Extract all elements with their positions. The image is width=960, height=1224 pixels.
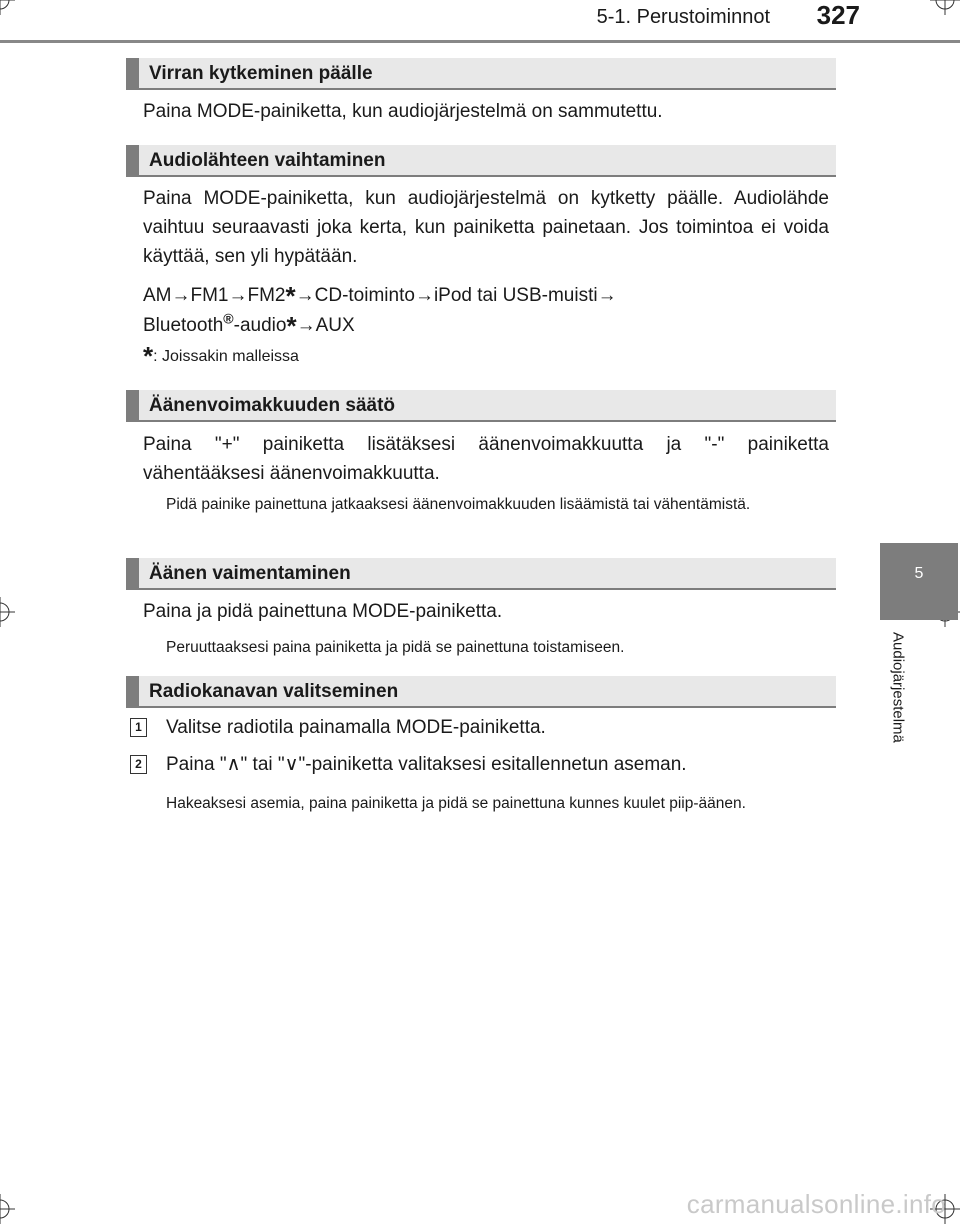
section-heading-text: Audiolähteen vaihtaminen: [149, 150, 386, 171]
section-heading-power-on: [126, 58, 836, 90]
footnote: [143, 342, 829, 371]
radio-note: Hakeaksesi asemia, paina painiketta ja pidä se painettuna kunnes kuulet piip-äänen.: [166, 795, 746, 812]
seq-fm1: FM1: [190, 285, 229, 306]
section-heading-text: Radiokanavan valitseminen: [149, 681, 399, 702]
seq-ipod: iPod tai USB-muisti: [433, 285, 598, 306]
source-change-text: Paina MODE-painiketta, kun audiojärjestelmä on kytketty päälle. Audiolähde vaihtuu seuraavasti joka kerta, kun painiketta painetaan. Jos toimintoa ei voida käyttää, sen yli hypätään.: [143, 188, 829, 267]
footnote-asterisk: *: [285, 281, 296, 311]
chapter-title-vertical: [858, 632, 938, 772]
step-text: Paina "∧" tai "∨"-painiketta valitaksesi esitallennetun aseman.: [166, 754, 687, 775]
section-heading-source-change: [126, 145, 836, 177]
section-heading-mute: [126, 558, 836, 590]
step-text: Valitse radiotila painamalla MODE-painiketta.: [166, 717, 546, 738]
seq-arrow: →: [414, 285, 434, 306]
seq-bluetooth: Bluetooth: [143, 315, 224, 336]
registered-mark: ®: [223, 310, 234, 327]
chapter-title-text: Audiojärjestelmä: [889, 632, 907, 743]
section-heading-text: Äänenvoimakkuuden säätö: [149, 395, 396, 416]
seq-am: AM: [143, 285, 172, 306]
seq-arrow: →: [171, 285, 191, 306]
crop-mark-top-right: [930, 0, 960, 15]
seq-arrow: →: [597, 285, 617, 306]
step-1: [130, 714, 850, 744]
source-sequence: [143, 281, 829, 341]
chapter-tab: [880, 543, 958, 620]
power-on-text: Paina MODE-painiketta, kun audiojärjestelmä on sammutettu.: [143, 101, 663, 122]
crop-mark-bottom-left: [0, 1194, 15, 1224]
seq-fm2: FM2: [247, 285, 286, 306]
seq-arrow: →: [296, 315, 316, 336]
header-rule: [0, 40, 960, 43]
section-heading-volume: [126, 390, 836, 422]
watermark: carmanualsonline.info: [686, 1189, 946, 1219]
seq-aux: AUX: [315, 315, 355, 336]
seq-arrow: →: [228, 285, 248, 306]
footnote-text: : Joissakin malleissa: [153, 348, 299, 365]
step-number-box: 1: [130, 718, 147, 737]
step-number-box: 2: [130, 755, 147, 774]
section-heading-text: Äänen vaimentaminen: [149, 563, 351, 584]
footnote-asterisk: *: [286, 311, 297, 341]
page-number: 327: [816, 0, 860, 30]
mute-note: Peruuttaaksesi paina painiketta ja pidä se painettuna toistamiseen.: [166, 639, 625, 656]
seq-cd: CD-toiminto: [314, 285, 415, 306]
section-heading-text: Virran kytkeminen päälle: [149, 63, 373, 84]
section-heading-radio: [126, 676, 836, 708]
mute-text: Paina ja pidä painettuna MODE-painiketta.: [143, 601, 503, 622]
volume-note: Pidä painike painettuna jatkaaksesi äänenvoimakkuuden lisäämistä tai vähentämistä.: [166, 496, 751, 513]
chapter-number: 5: [914, 565, 924, 582]
step-2: [130, 751, 850, 781]
volume-text: Paina "+" painiketta lisätäksesi äänenvoimakkuutta ja "-" painiketta vähentääksesi äänenvoimakkuutta.: [143, 434, 829, 484]
seq-arrow: →: [295, 285, 315, 306]
seq-bluetooth-suffix: -audio: [233, 315, 287, 336]
crop-mark-mid-left: [0, 597, 15, 627]
running-header-section: 5-1. Perustoiminnot: [596, 6, 770, 28]
footnote-asterisk: *: [143, 341, 154, 371]
crop-mark-top-left: [0, 0, 15, 15]
